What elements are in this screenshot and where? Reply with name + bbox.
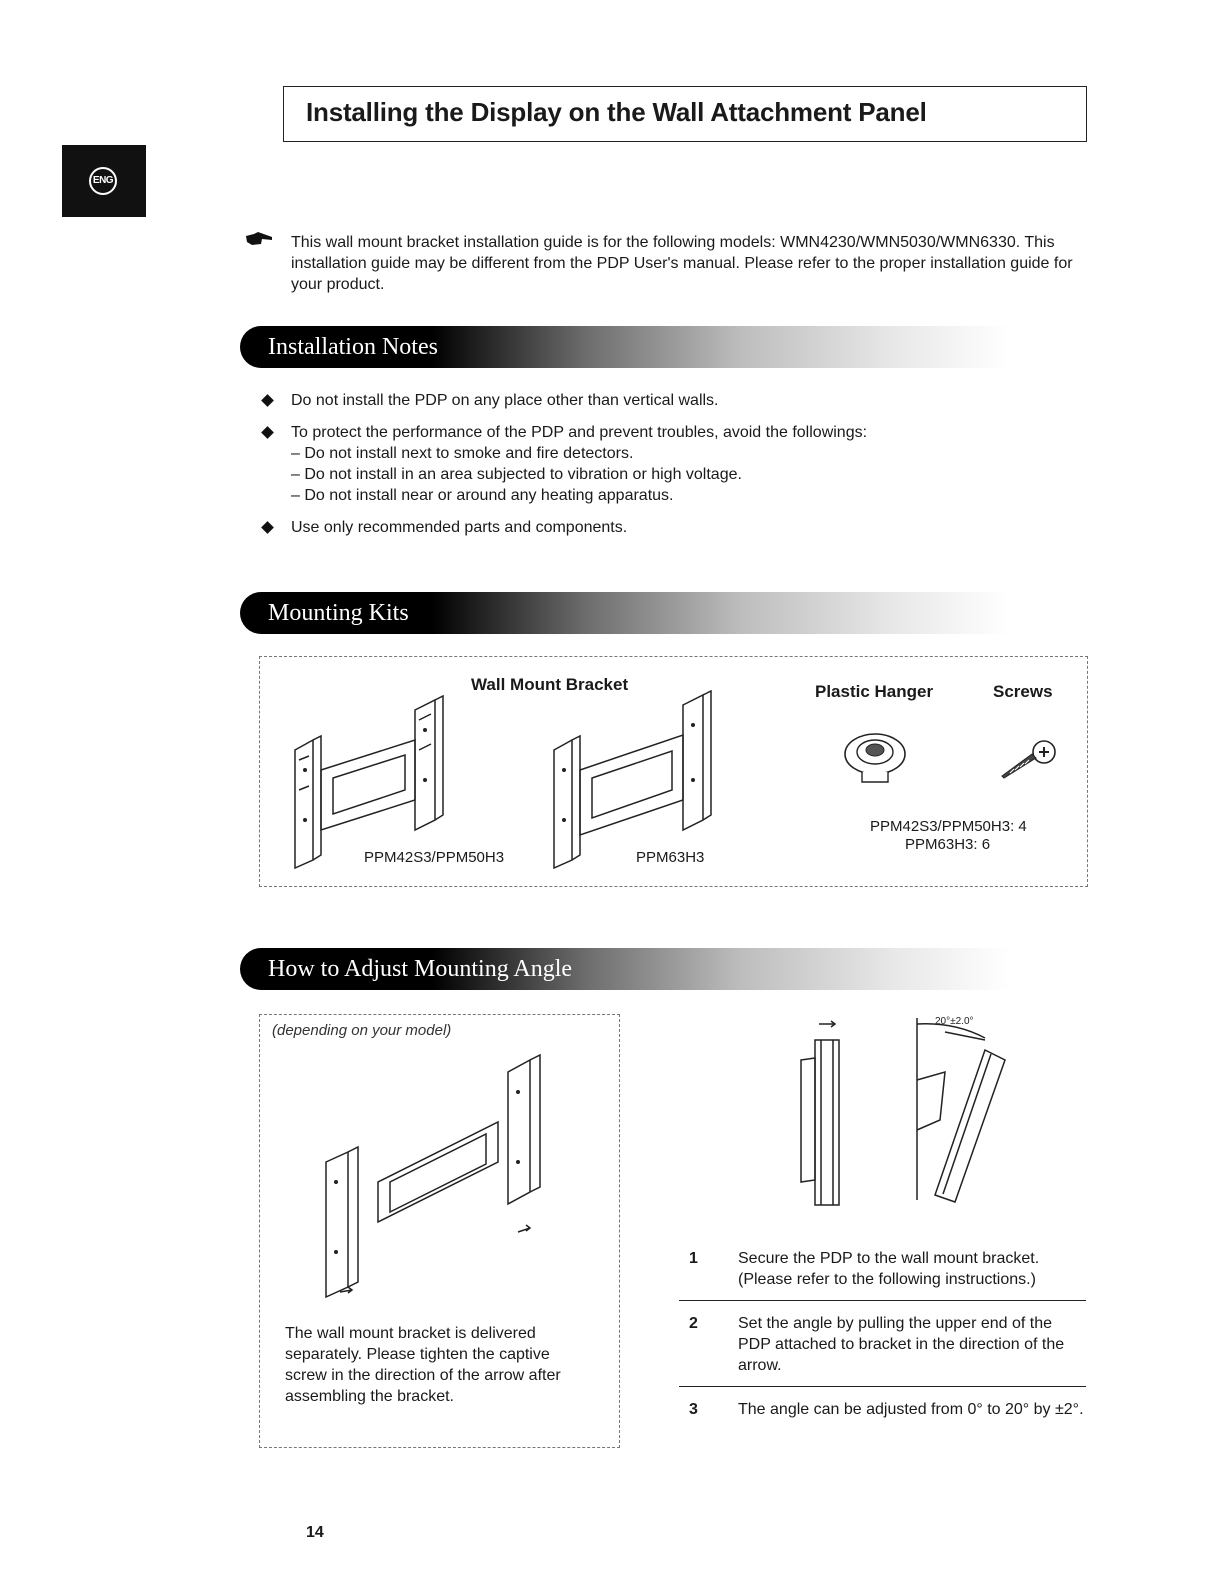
pointing-hand-icon [244,230,274,248]
bullet-text: To protect the performance of the PDP and prevent troubles, avoid the followings: [291,424,868,441]
section-banner-mounting-kits: Mounting Kits [240,592,1010,634]
step-text: The angle can be adjusted from 0° to 20° by ±2°. [738,1401,1084,1418]
screws-label: Screws [993,682,1053,701]
step-text: Set the angle by pulling the upper end of the PDP attached to bracket in the direction of the arrow. [738,1315,1065,1374]
diamond-bullet-icon [261,426,274,439]
bullet-text: Do not install the PDP on any place other than vertical walls. [291,392,719,409]
step-item [679,1248,1086,1300]
bracket-assembly-illustration [318,1052,558,1302]
step-number: 1 [689,1250,698,1267]
list-item [260,390,1040,411]
diamond-bullet-icon [261,521,274,534]
page-number: 14 [306,1524,324,1541]
language-badge-label: ENG [89,167,117,195]
model-note: (depending on your model) [272,1022,452,1039]
step-item [679,1313,1086,1386]
plastic-hanger-label: Plastic Hanger [815,682,934,701]
step-number: 2 [689,1315,698,1332]
sub-item: – Do not install next to smoke and fire detectors. [291,443,1040,464]
step-item [679,1399,1086,1430]
list-item [260,422,1040,506]
bracket-model-label-2: PPM63H3 [636,849,705,866]
step-number: 3 [689,1401,698,1418]
divider [679,1300,1086,1301]
intro-note: This wall mount bracket installation guide is for the following models: WMN4230/WMN5030/WMN6330. This installation guide may be different from the PDP User's manual. Please refer to the proper installation guide for your product. [291,234,1073,293]
sub-item: – Do not install near or around any heating apparatus. [291,485,1040,506]
bullet-text: Use only recommended parts and components. [291,519,628,536]
plastic-hanger-icon [842,728,908,788]
mounting-angle-illustration [795,1010,1025,1210]
list-item [260,517,1040,538]
language-badge [62,145,146,217]
section-banner-adjust-angle: How to Adjust Mounting Angle [240,948,1010,990]
diamond-bullet-icon [261,394,274,407]
wall-mount-bracket-label: Wall Mount Bracket [471,675,629,694]
bracket-model-label-1: PPM42S3/PPM50H3 [364,849,505,866]
screw-count-line-1: PPM42S3/PPM50H3: 4 [870,818,1027,835]
bracket-description: The wall mount bracket is delivered separately. Please tighten the captive screw in the direction of the arrow after assembling the bracket. [285,1325,561,1405]
screw-count-line-2: PPM63H3: 6 [905,836,991,853]
wall-bracket-illustration-1 [285,690,465,870]
step-text: Secure the PDP to the wall mount bracket. (Please refer to the following instructions.) [738,1250,1040,1288]
installation-notes-list [260,390,1040,549]
adjust-steps-list [679,1248,1086,1430]
section-banner-installation-notes: Installation Notes [240,326,1010,368]
sub-item: – Do not install in an area subjected to vibration or high voltage. [291,464,1040,485]
divider [679,1386,1086,1387]
wall-bracket-illustration-2 [548,690,728,870]
page-title: Installing the Display on the Wall Attachment Panel [283,86,1087,142]
angle-label: 20°±2.0° [935,1016,974,1027]
screw-icon [998,738,1058,784]
